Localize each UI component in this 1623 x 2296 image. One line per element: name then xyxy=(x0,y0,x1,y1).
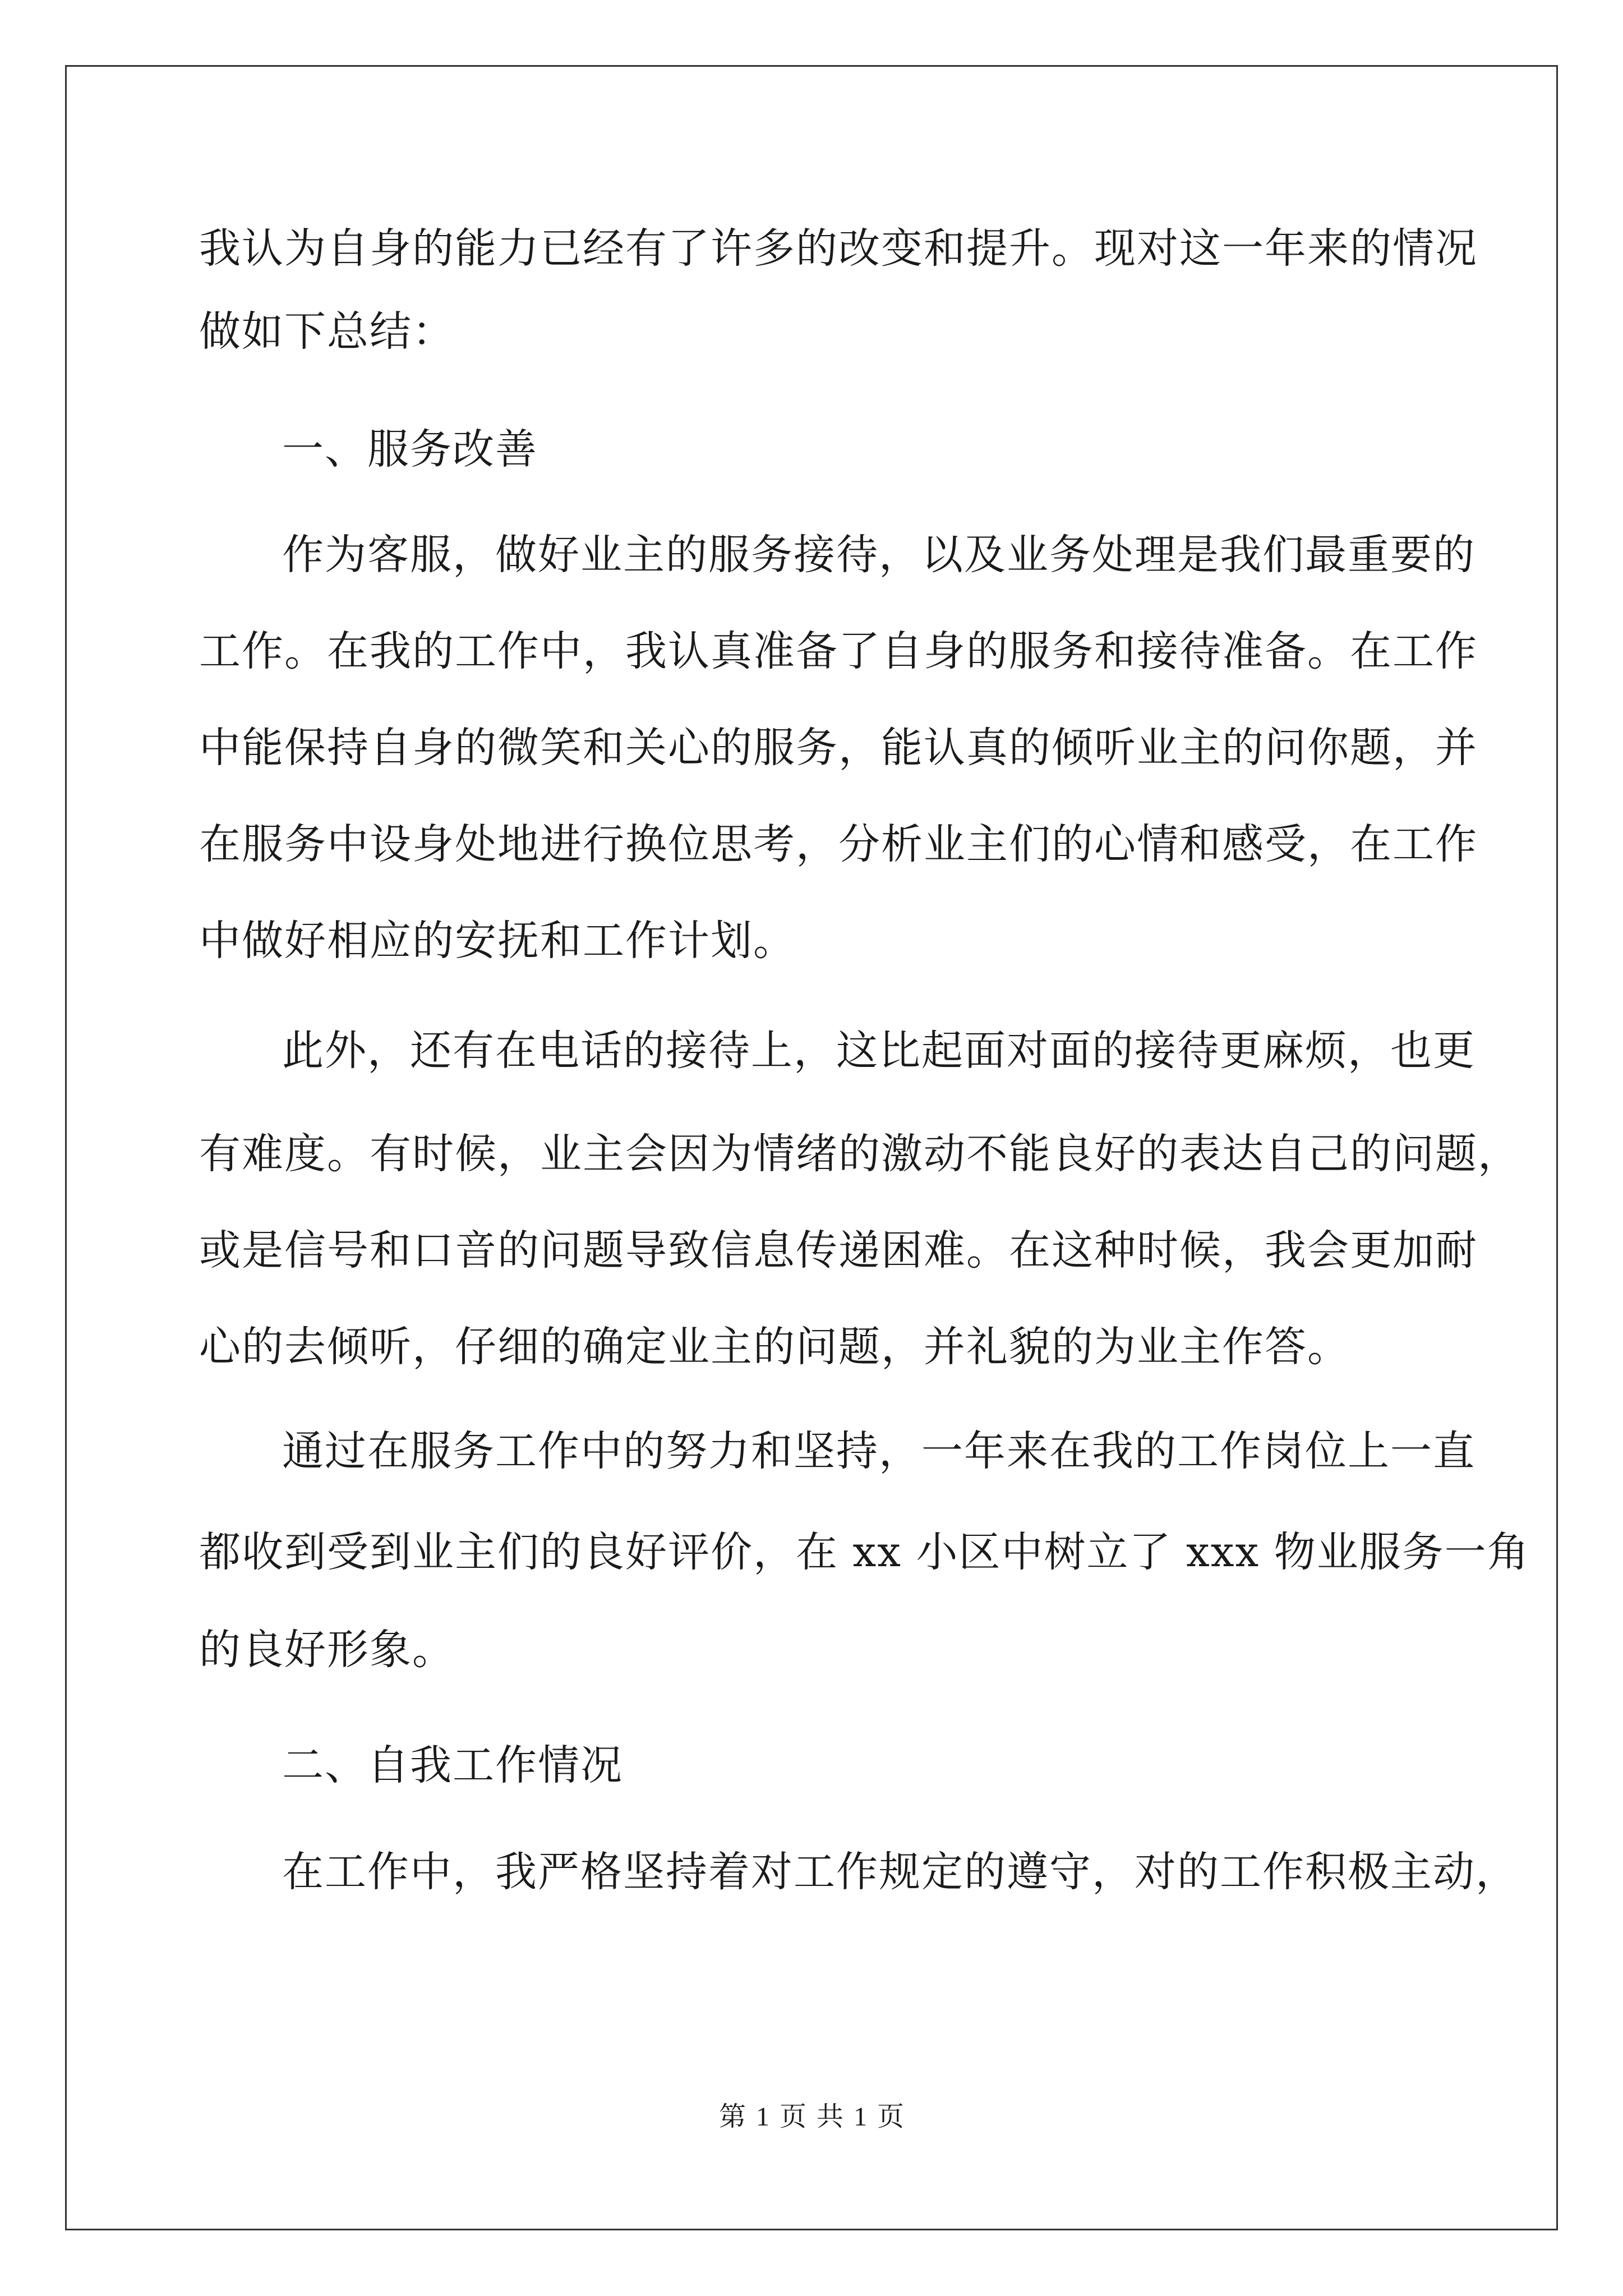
section-heading: 二、自我工作情况 xyxy=(282,1741,623,1789)
text-line: 做如下总结： xyxy=(199,307,455,356)
section-heading: 一、服务改善 xyxy=(282,425,538,473)
text-line: 工作。在我的工作中，我认真准备了自身的服务和接待准备。在工作 xyxy=(199,627,1478,675)
text-line: 中能保持自身的微笑和关心的服务，能认真的倾听业主的问你题，并 xyxy=(199,724,1478,772)
text-line: 通过在服务工作中的努力和坚持，一年来在我的工作岗位上一直 xyxy=(282,1427,1476,1475)
text-line: 心的去倾听，仔细的确定业主的问题，并礼貌的为业主作答。 xyxy=(199,1323,1350,1371)
text-line: 我认为自身的能力已经有了许多的改变和提升。现对这一年来的情况 xyxy=(199,224,1478,273)
text-line: 在服务中设身处地进行换位思考，分析业主们的心情和感受，在工作 xyxy=(199,820,1478,868)
text-line: 作为客服，做好业主的服务接待，以及业务处理是我们最重要的 xyxy=(282,531,1476,579)
text-line: 或是信号和口音的问题导致信息传递困难。在这种时候，我会更加耐 xyxy=(199,1226,1478,1274)
text-line: 此外，还有在电话的接待上，这比起面对面的接待更麻烦，也更 xyxy=(282,1027,1476,1075)
text-line: 有难度。有时候，业主会因为情绪的激动不能良好的表达自己的问题， xyxy=(199,1130,1520,1178)
page-number-footer: 第 1 页 共 1 页 xyxy=(718,2102,904,2132)
text-line: 都收到受到业主们的良好评价，在 xx 小区中树立了 xxx 物业服务一角 xyxy=(199,1528,1530,1576)
text-line: 在工作中，我严格坚持着对工作规定的遵守，对的工作积极主动， xyxy=(282,1848,1518,1896)
text-line: 的良好形象。 xyxy=(199,1626,455,1674)
text-line: 中做好相应的安抚和工作计划。 xyxy=(199,917,796,965)
